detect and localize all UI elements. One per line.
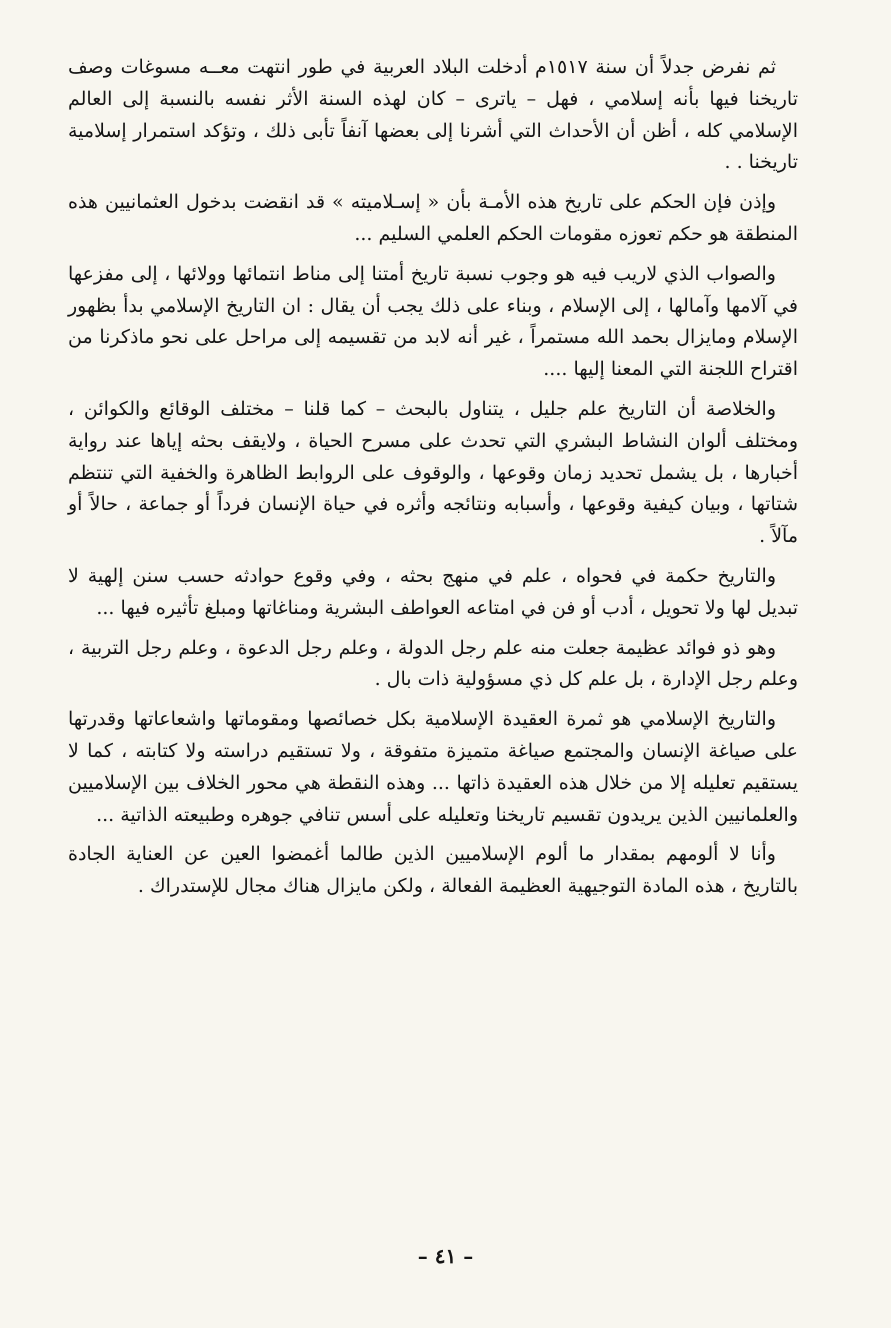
paragraph: وأنا لا ألومهم بمقدار ما ألوم الإسلاميين الذين طالما أغمضوا العين عن العناية الجادة بالتاريخ ، هذه المادة التوجيهية العظيمة الفعالة ، ولكن مايزال هناك مجال للإستدراك . (68, 843, 798, 898)
body-text (68, 52, 798, 903)
paragraph: والتاريخ حكمة في فحواه ، علم في منهج بحثه ، وفي وقوع حوادثه حسب سنن إلهية لا تبديل لها ولا تحويل ، أدب أو فن في امتاعه العواطف البشرية ومناغاتها ومبلغ تأثيره فيها ... (68, 564, 798, 619)
page-number: – ٤١ – (417, 1244, 474, 1268)
paragraph: والتاريخ الإسلامي هو ثمرة العقيدة الإسلامية بكل خصائصها ومقوماتها واشعاعاتها وقدرتها على صياغة الإنسان والمجتمع صياغة متميزة متفوقة ، ولا تستقيم دراسته ولا كتابته ، كما لا يستقيم تعليله إلا من خلال هذه العقيدة ذاتها ... وهذه النقطة هي محور الخلاف بين الإسلاميين والعلمانيين الذين يريدون تقسيم تاريخنا وتعليله على أسس تنافي جوهره وطبيعته الذاتية ... (68, 708, 798, 826)
paragraph: ثم نفرض جدلاً أن سنة ١٥١٧م أدخلت البلاد العربية في طور انتهت معــه مسوغات وصف تاريخنا فيها بأنه إسلامي ، فهل – ياترى – كان لهذه السنة الأثر نفسه بالنسبة إلى العالم الإسلامي كله ، أظن أن الأحداث التي أشرنا إلى بعضها آنفاً تأبى ذلك ، وتؤكد استمرار إسلامية تاريخنا . . (68, 56, 798, 174)
paragraph: والخلاصة أن التاريخ علم جليل ، يتناول بالبحث – كما قلنا – مختلف الوقائع والكوائن ، ومختلف ألوان النشاط البشري التي تحدث على مسرح الحياة ، ولايقف بحثه إياها عند رواية أخبارها ، بل يشمل تحديد زمان وقوعها ، والوقوف على الروابط الظاهرة والخفية التي تنتظم شتاتها ، وبيان كيفية وقوعها ، وأسبابه ونتائجه وأثره في حياة الإنسان فرداً أو جماعة ، حالاً أو مآلاً . (68, 397, 798, 548)
paragraph: والصواب الذي لاريب فيه هو وجوب نسبة تاريخ أمتنا إلى مناط انتمائها وولائها ، إلى مفزعها في آلامها وآمالها ، إلى الإسلام ، وبناء على ذلك يجب أن يقال : ان التاريخ الإسلامي بدأ بظهور الإسلام ومايزال بحمد الله مستمراً ، غير أنه لابد من تقسيمه إلى مراحل على نحو ماذكرنا من اقتراح اللجنة التي المعنا إليها .... (68, 262, 798, 381)
paragraph: وهو ذو فوائد عظيمة جعلت منه علم رجل الدولة ، وعلم رجل الدعوة ، وعلم رجل التربية ، وعلم رجل الإدارة ، بل علم كل ذي مسؤولية ذات بال . (68, 636, 798, 691)
paragraph: وإذن فإن الحكم على تاريخ هذه الأمـة بأن « إسـلاميته » قد انقضت بدخول العثمانيين هذه المنطقة هو حكم تعوزه مقومات الحكم العلمي السليم ... (68, 191, 798, 245)
